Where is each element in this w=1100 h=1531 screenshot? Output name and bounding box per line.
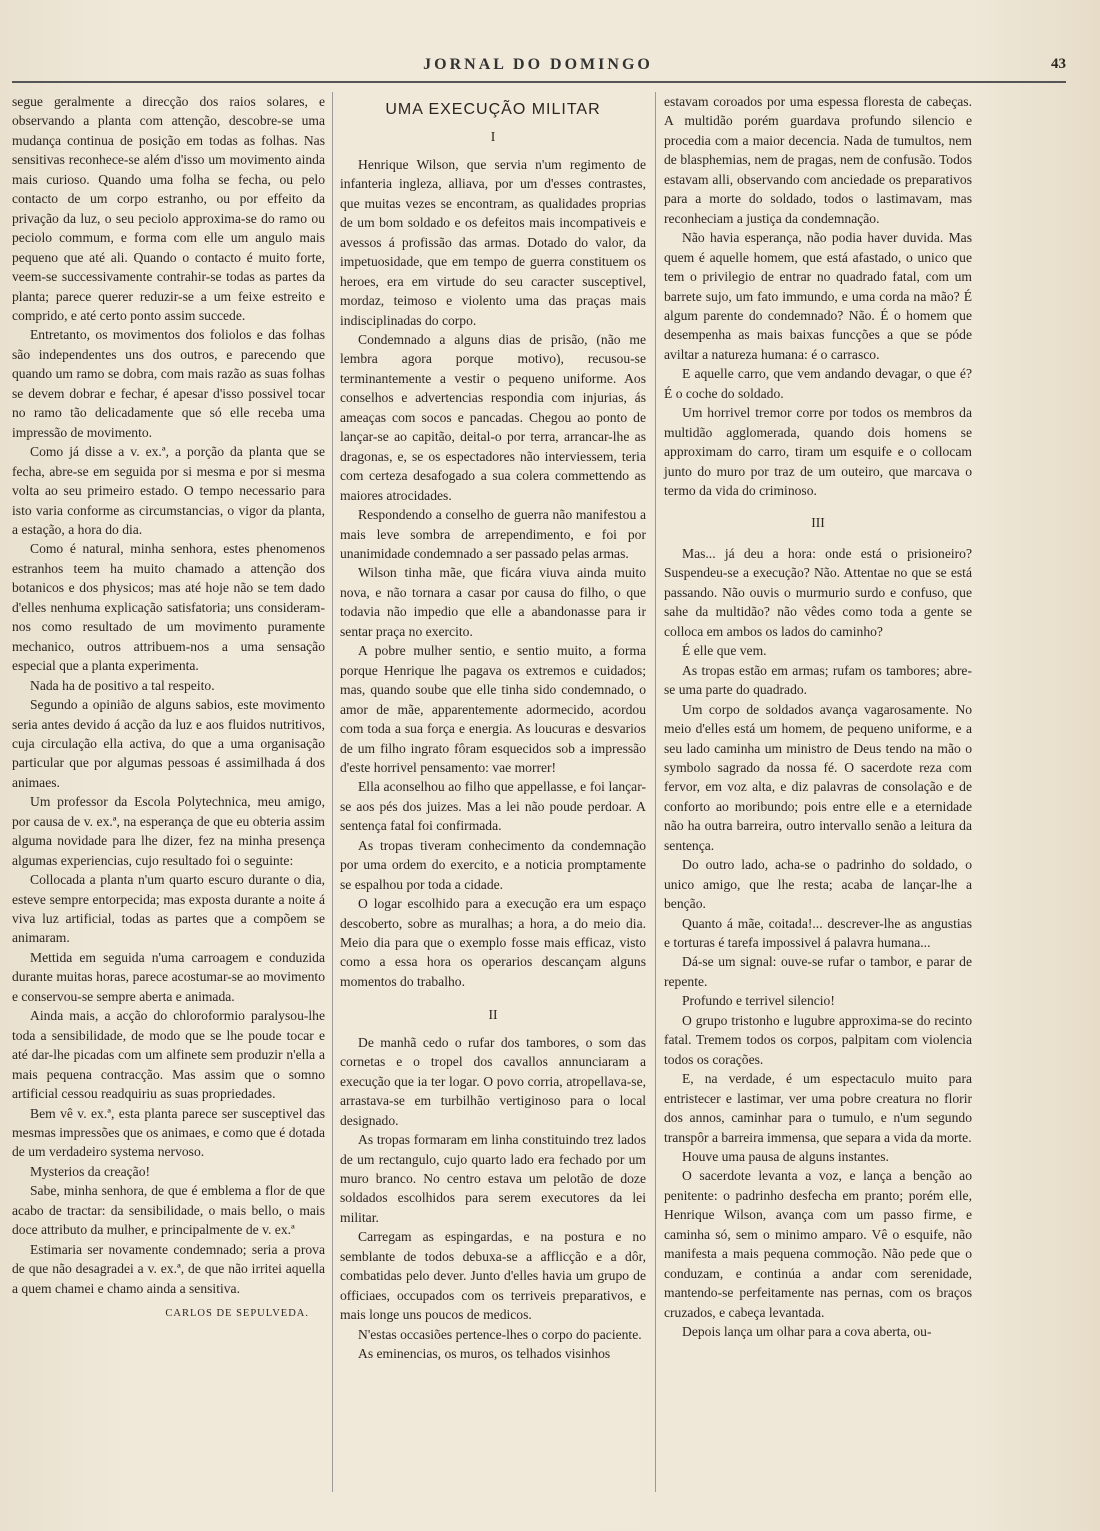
paragraph: O logar escolhido para a execução era um espaço descoberto, sobre as muralhas; a hora, a do meio dia. Meio dia para que o exemplo fosse mais efficaz, visto como a essa hora os operarios descançam alguns momentos do trabalho. (340, 896, 646, 989)
paragraph: Um horrivel tremor corre por todos os membros da multidão agglomerada, quando dois homens se approximam do carro, tiram um esquife e o collocam junto do muro por traz de um outeiro, que marcava o termo da vida do criminoso. (664, 405, 972, 499)
column-divider (655, 92, 656, 1492)
paragraph: As eminencias, os muros, os telhados visinhos (358, 1346, 611, 1362)
paragraph: Profundo e terrivel silencio! (682, 993, 835, 1009)
paragraph: Quanto á mãe, coitada!... descrever-lhe as angustias e torturas é tarefa impossivel á palavra humana... (664, 915, 972, 951)
paragraph: Um professor da Escola Polytechnica, meu amigo, por causa de v. ex.ª, na esperança de que eu obteria assim alguma novidade para lhe dizer, fez na minha presença algumas experiencias, cujo resultado foi o seguinte: (12, 794, 325, 868)
paragraph: Mysterios da creação! (30, 1163, 151, 1179)
paragraph: O sacerdote levanta a voz, e lança a benção ao penitente: o padrinho desfecha em pranto; porém elle, Henrique Wilson, avança com um passo firme, e caminha só, sem o minimo amparo. Vê o esquife, não manifesta a mais pequena commoção. Não pede que o conduzam, e continúa a andar com serenidade, mantendo-se perfeitamente nas pernas, com os braços cruzados, e cabeça levantada. (664, 1168, 972, 1320)
paragraph: A pobre mulher sentio, e sentio muito, a forma porque Henrique lhe pagava os extremos e cuidados; mas, quando soube que elle tinha sido condemnado, o amor de mãe, apparentemente adormecido, acordou com toda a sua força e energia. As loucuras e desvarios de um filho ingrato fôram esquecidos sob a impressão d'este horrivel pensamento: vae morrer! (340, 643, 646, 775)
paragraph: Como é natural, minha senhora, estes phenomenos estranhos teem ha muito chamado a attenção dos botanicos e dos physicos; mas até hoje não se tem dado d'elles nenhuma explicação satisfatoria; uns consideram-nos como resultado de um movimento puramente mechanico, outros attribuem-nos a uma sensação especial que a planta experimenta. (12, 541, 325, 674)
paragraph: É elle que vem. (682, 643, 767, 659)
paragraph: Condemnado a alguns dias de prisão, (não me lembra agora porque motivo), recusou-se terminantemente a vestir o pequeno uniforme. Aos conselhos e advertencias respondia com injurias, ás ameaças com socos e pancadas. Chegou ao ponto de lançar-se ao capitão, deital-o por terra, arrancar-lhe as dragonas, e, se os espectadores não interviessem, teria com certeza desafogado a sua colera commettendo as maiores atrocidades. (340, 331, 646, 503)
paragraph: Mettida em seguida n'uma carroagem e conduzida durante muitas horas, parece acostumar-se ao movimento e conservou-se sempre aberta e animada. (12, 949, 325, 1004)
paragraph: Ella aconselhou ao filho que appellasse, e foi lançar-se aos pés dos juizes. Mas a lei não poude perdoar. A sentença fatal foi confirmada. (340, 779, 646, 834)
journal-title: JORNAL DO DOMINGO (423, 56, 653, 73)
paragraph: segue geralmente a direcção dos raios solares, e observando a planta com attenção, descobre-se uma mudança continua de posição em todas as folhas. Nas sensitivas reconhece-se além d'isso um movimento ainda mais curioso. Quando uma folha se fecha, ou pelo contacto de um corpo estranho, ou por effeito da privação da luz, o seu peciolo approxima-se do ramo ou peciolo commum, e forma com elle um angulo mais pequeno que até ali. Quando o contacto é muito forte, veem-se successivamente contrahir-se todas as partes da planta; parece querer reduzir-se a um feixe estreito e comprido, e até certo ponto assim succede. (12, 94, 325, 323)
paragraph: Como já disse a v. ex.ª, a porção da planta que se fecha, abre-se em seguida por si mesma e por si mesma volta ao seu primeiro estado. O tempo necessario para isto varia conforme as circumstancias, o vigor da planta, a estação, a hora do dia. (12, 444, 325, 537)
paragraph: Mas... já deu a hora: onde está o prisioneiro? Suspendeu-se a execução? Não. Attentae no que se está passando. Não ouvis o murmurio surdo e confuso, que sahe da multidão? não vêdes como toda a gente se colloca em ambos os lados do caminho? (664, 545, 972, 639)
column-2 (340, 92, 646, 1364)
paragraph: Collocada a planta n'um quarto escuro durante o dia, esteve sempre entorpecida; mas exposta durante a noite á viva luz artificial, todas as partes que a compõem se animaram. (12, 872, 325, 946)
paragraph: Segundo a opinião de alguns sabios, este movimento seria antes devido á acção da luz e aos fluidos nutritivos, cuja circulação ella activa, do que a uma organisação particular que por algumas pessoas é assimilhada á dos animaes. (12, 697, 325, 790)
paragraph: Dá-se um signal: ouve-se rufar o tambor, e parar de repente. (664, 954, 972, 989)
paragraph: E, na verdade, é um espectaculo muito para entristecer e lastimar, ver uma pobre creatura no florir dos annos, caminhar para o tumulo, e n'um segundo transpôr a barreira immensa, que separa a vida da morte. (664, 1071, 972, 1145)
paragraph: N'estas occasiões pertence-lhes o corpo do paciente. (358, 1326, 642, 1342)
section-number: II (488, 1007, 498, 1023)
page-number: 43 (1051, 56, 1066, 72)
paragraph: Não havia esperança, não podia haver duvida. Mas quem é aquelle homem, que está afastado, o unico que tem o privilegio de entrar no quadrado fatal, com um barrete sujo, um fato immundo, e uma corda na mão? É algum parente do condemnado? Não. É o homem que desempenha as mais baixas funcções a que se póde aviltar a natureza humana: é o carrasco. (664, 230, 972, 362)
paragraph: E aquelle carro, que vem andando devagar, o que é? É o coche do soldado. (664, 366, 972, 401)
paragraph: De manhã cedo o rufar dos tambores, o som das cornetas e o tropel dos cavallos annunciaram a execução que ia ter logar. O povo corria, atropellava-se, arrastava-se em turbilhão vertiginoso para o local designado. (340, 1034, 646, 1128)
paragraph: Henrique Wilson, que servia n'um regimento de infanteria ingleza, alliava, por um d'esses contrastes, que muitas vezes se encontram, as qualidades proprias de um bom soldado e os defeitos mais incompativeis e avessos á profissão das armas. Dotado do valor, da impetuosidade, que em tempo de guerra constituem os heroes, era em virtude do seu caracter susceptivel, mordaz, teimoso e violento uma das praças mais indisciplinadas do corpo. (340, 156, 646, 328)
header-rule (12, 81, 1066, 83)
section-number: III (811, 514, 825, 530)
masthead (10, 56, 1066, 82)
paragraph: Nada ha de positivo a tal respeito. (30, 677, 215, 693)
paragraph: Wilson tinha mãe, que ficára viuva ainda muito nova, e não tornara a casar por causa do filho, o que todavia não impedio que elle a abandonasse para ir sentar praça no exercito. (340, 565, 646, 639)
paragraph: Respondendo a conselho de guerra não manifestou a mais leve sombra de arrependimento, e foi por unanimidade condemnado a ser passado pelas armas. (340, 507, 646, 561)
paragraph: Estimaria ser novamente condemnado; seria a prova de que não desagradei a v. ex.ª, de que não irritei aquella a quem chamei e chamo ainda a sensitiva. (12, 1241, 325, 1296)
paragraph: Um corpo de soldados avança vagarosamente. No meio d'elles está um homem, de pequeno uniforme, e a seu lado caminha um ministro de Deus tendo na mão o symbolo sagrado da nossa fé. O sacerdote reza com fervor, em voz alta, e diz palavras de consolação e de conforto ao moribundo; pois entre elle e a eternidade não ha outra barreira, outro intervallo senão a leitura da sentença. (664, 701, 972, 853)
author-signature: CARLOS DE SEPULVEDA. (165, 1308, 309, 1320)
paragraph: Sabe, minha senhora, de que é emblema a flor de que acabo de tractar: da sensibilidade, o mais bello, o mais doce attributo da mulher, e principalmente de v. ex.ª (12, 1183, 325, 1238)
paragraph: As tropas estão em armas; rufam os tambores; abre-se uma parte do quadrado. (664, 662, 972, 698)
paragraph: Houve uma pausa de alguns instantes. (682, 1149, 889, 1165)
paragraph: Bem vê v. ex.ª, esta planta parece ser susceptivel das mesmas impressões que os animaes, e como que é dotada de um verdadeiro systema nervoso. (12, 1105, 325, 1160)
paragraph: Carregam as espingardas, e na postura e no semblante de todos debuxa-se a afflicção e a dôr, combatidas pelo dever. Junto d'elles havia um grupo de officiaes, occupados com os terriveis preparativos, e mais longe uns poucos de medicos. (340, 1229, 646, 1323)
paragraph: As tropas formaram em linha constituindo trez lados de um rectangulo, cujo quarto lado era fechado por um muro branco. No centro estava um pelotão de doze soldados escolhidos para serem executores da lei militar. (340, 1132, 646, 1225)
paragraph: Do outro lado, acha-se o padrinho do soldado, o unico amigo, que lhe resta; acaba de lançar-lhe a benção. (664, 857, 972, 912)
paragraph: Depois lança um olhar para a cova aberta, ou- (682, 1324, 932, 1340)
section-number: I (490, 129, 496, 145)
paragraph: Ainda mais, a acção do chloroformio paralysou-lhe toda a sensibilidade, de modo que se lhe poude tocar e até dar-lhe picadas com um alfinete sem produzir n'ella a mais pequena contracção. Mas assim que o somno artificial cessou readquiriu as suas propriedades. (12, 1008, 325, 1102)
column-1 (12, 92, 325, 1324)
paragraph: estavam coroados por uma espessa floresta de cabeças. A multidão porém guardava profundo silencio e procedia com a maior decencia. Nada de tumultos, nem de blasphemias, nem de pragas, nem de confusão. Todos estavam alli, observando com anciedade os preparativos para a morte do soldado, todos o lastimavam, mas reconheciam a justiça da condemnação. (664, 94, 972, 226)
column-3 (664, 92, 972, 1342)
paragraph: Entretanto, os movimentos dos foliolos e das folhas são independentes uns dos outros, e parecendo que quando um ramo se dobra, com mais razão as suas folhas se devem dobrar e fechar, é apesar d'isso possivel tocar no ramo tão delicadamente que só elle receba uma impressão de movimento. (12, 327, 325, 440)
paragraph: O grupo tristonho e lugubre approxima-se do recinto fatal. Tremem todos os corpos, palpitam com violencia todos os corações. (664, 1012, 972, 1067)
article-title: UMA EXECUÇÃO MILITAR (385, 101, 601, 118)
paragraph: As tropas tiveram conhecimento da condemnação por uma ordem do exercito, e a noticia promptamente se espalhou por toda a cidade. (340, 837, 646, 892)
column-divider (332, 92, 333, 1492)
